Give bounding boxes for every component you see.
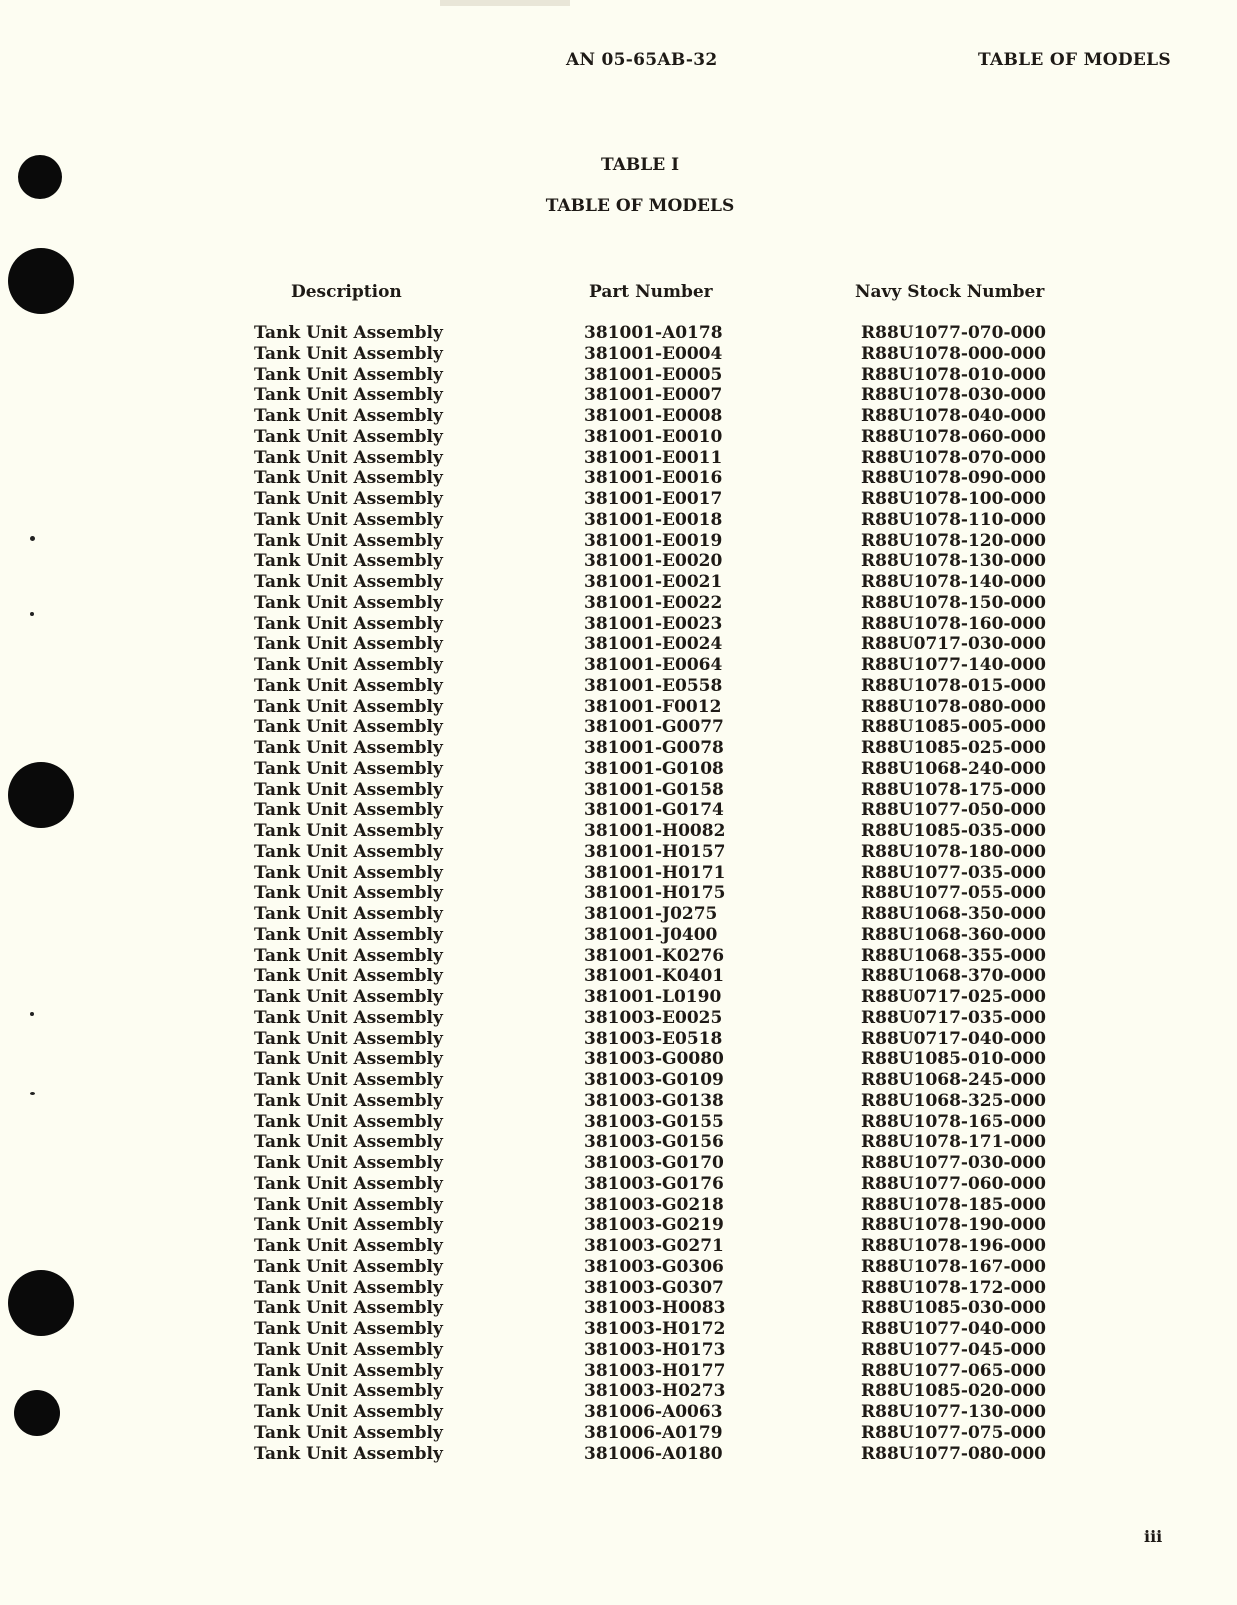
table-row xyxy=(0,510,1237,531)
table-row xyxy=(0,759,1237,780)
description-cell: Tank Unit Assembly xyxy=(254,800,443,821)
description-cell: Tank Unit Assembly xyxy=(254,841,443,862)
description-cell: Tank Unit Assembly xyxy=(254,1194,443,1215)
description-cell: Tank Unit Assembly xyxy=(254,1422,443,1443)
description-cell: Tank Unit Assembly xyxy=(254,592,443,613)
part-number-cell: 381006-A0179 xyxy=(584,1422,723,1443)
table-row xyxy=(0,1361,1237,1382)
table-row xyxy=(0,427,1237,448)
navy-stock-number-cell: R88U1068-355-000 xyxy=(861,945,1047,966)
punch-hole xyxy=(8,248,74,314)
column-header-navy-stock-number: Navy Stock Number xyxy=(855,282,1045,302)
navy-stock-number-cell: R88U1078-060-000 xyxy=(861,426,1047,447)
navy-stock-number-cell: R88U1077-080-000 xyxy=(861,1443,1047,1464)
description-cell: Tank Unit Assembly xyxy=(254,987,443,1007)
description-cell: Tank Unit Assembly xyxy=(254,1298,443,1319)
part-number-cell: 381001-E0004 xyxy=(584,343,723,364)
part-number-cell: 381001-H0082 xyxy=(584,821,726,841)
part-number-cell: 381003-E0025 xyxy=(584,1007,723,1028)
table-row xyxy=(0,1402,1237,1423)
navy-stock-number-cell: R88U1078-140-000 xyxy=(861,572,1047,592)
navy-stock-number-cell: R88U1085-010-000 xyxy=(861,1049,1047,1070)
table-row xyxy=(0,1174,1237,1195)
table-row xyxy=(0,842,1237,863)
part-number-cell: 381003-G0306 xyxy=(584,1256,724,1277)
table-row xyxy=(0,1257,1237,1278)
description-cell: Tank Unit Assembly xyxy=(254,717,443,738)
navy-stock-number-cell: R88U1077-070-000 xyxy=(861,323,1047,343)
navy-stock-number-cell: R88U1078-180-000 xyxy=(861,841,1047,862)
table-row xyxy=(0,821,1237,842)
part-number-cell: 381001-E0018 xyxy=(584,509,723,530)
part-number-cell: 381001-E0020 xyxy=(584,551,723,572)
navy-stock-number-cell: R88U1068-350-000 xyxy=(861,904,1047,924)
table-row xyxy=(0,800,1237,821)
navy-stock-number-cell: R88U1078-000-000 xyxy=(861,343,1047,364)
navy-stock-number-cell: R88U1077-060-000 xyxy=(861,1173,1047,1194)
description-cell: Tank Unit Assembly xyxy=(254,924,443,945)
part-number-cell: 381001-E0019 xyxy=(584,530,723,551)
part-number-cell: 381001-E0023 xyxy=(584,613,723,634)
navy-stock-number-cell: R88U1085-030-000 xyxy=(861,1298,1047,1319)
description-cell: Tank Unit Assembly xyxy=(254,1402,443,1422)
table-row xyxy=(0,1381,1237,1402)
description-cell: Tank Unit Assembly xyxy=(254,738,443,758)
description-cell: Tank Unit Assembly xyxy=(254,821,443,841)
description-cell: Tank Unit Assembly xyxy=(254,613,443,634)
table-row xyxy=(0,406,1237,427)
table-row xyxy=(0,925,1237,946)
navy-stock-number-cell: R88U1078-175-000 xyxy=(861,779,1047,800)
description-cell: Tank Unit Assembly xyxy=(254,385,443,406)
table-row xyxy=(0,593,1237,614)
table-row xyxy=(0,323,1237,344)
description-cell: Tank Unit Assembly xyxy=(254,1319,443,1339)
part-number-cell: 381001-E0011 xyxy=(584,447,723,468)
table-title: TABLE OF MODELS xyxy=(545,196,735,216)
description-cell: Tank Unit Assembly xyxy=(254,1277,443,1298)
part-number-cell: 381003-G0138 xyxy=(584,1090,724,1111)
description-cell: Tank Unit Assembly xyxy=(254,1153,443,1173)
table-row xyxy=(0,531,1237,552)
part-number-cell: 381001-G0174 xyxy=(584,800,724,821)
table-body xyxy=(0,323,1237,1464)
table-row xyxy=(0,1070,1237,1091)
table-row xyxy=(0,966,1237,987)
description-cell: Tank Unit Assembly xyxy=(254,862,443,883)
description-cell: Tank Unit Assembly xyxy=(254,323,443,343)
part-number-cell: 381001-J0400 xyxy=(584,924,718,945)
table-row xyxy=(0,780,1237,801)
navy-stock-number-cell: R88U1078-190-000 xyxy=(861,1215,1047,1236)
navy-stock-number-cell: R88U1078-015-000 xyxy=(861,675,1047,696)
table-row xyxy=(0,676,1237,697)
part-number-cell: 381003-G0109 xyxy=(584,1070,724,1090)
description-cell: Tank Unit Assembly xyxy=(254,634,443,655)
table-row xyxy=(0,448,1237,469)
description-cell: Tank Unit Assembly xyxy=(254,572,443,592)
description-cell: Tank Unit Assembly xyxy=(254,447,443,468)
table-row xyxy=(0,365,1237,386)
table-row xyxy=(0,1444,1237,1465)
table-row xyxy=(0,1340,1237,1361)
navy-stock-number-cell: R88U1077-055-000 xyxy=(861,883,1047,904)
navy-stock-number-cell: R88U1078-070-000 xyxy=(861,447,1047,468)
part-number-cell: 381001-E0005 xyxy=(584,364,723,385)
table-row xyxy=(0,1153,1237,1174)
part-number-cell: 381003-G0080 xyxy=(584,1049,724,1070)
description-cell: Tank Unit Assembly xyxy=(254,1132,443,1153)
table-row xyxy=(0,655,1237,676)
table-row xyxy=(0,1091,1237,1112)
description-cell: Tank Unit Assembly xyxy=(254,1256,443,1277)
navy-stock-number-cell: R88U1077-075-000 xyxy=(861,1422,1047,1443)
navy-stock-number-cell: R88U1068-370-000 xyxy=(861,966,1047,987)
part-number-cell: 381001-H0175 xyxy=(584,883,726,904)
description-cell: Tank Unit Assembly xyxy=(254,966,443,987)
part-number-cell: 381003-G0176 xyxy=(584,1173,724,1194)
part-number-cell: 381001-K0401 xyxy=(584,966,725,987)
description-cell: Tank Unit Assembly xyxy=(254,758,443,779)
table-row xyxy=(0,468,1237,489)
navy-stock-number-cell: R88U1078-010-000 xyxy=(861,364,1047,385)
navy-stock-number-cell: R88U1077-050-000 xyxy=(861,800,1047,821)
table-row xyxy=(0,572,1237,593)
part-number-cell: 381003-E0518 xyxy=(584,1028,723,1049)
table-row xyxy=(0,634,1237,655)
part-number-cell: 381001-G0078 xyxy=(584,738,724,758)
part-number-cell: 381001-E0016 xyxy=(584,468,723,489)
navy-stock-number-cell: R88U1078-167-000 xyxy=(861,1256,1047,1277)
navy-stock-number-cell: R88U1078-080-000 xyxy=(861,696,1047,717)
part-number-cell: 381001-E0024 xyxy=(584,634,723,655)
part-number-cell: 381003-H0273 xyxy=(584,1381,726,1402)
navy-stock-number-cell: R88U1077-065-000 xyxy=(861,1360,1047,1381)
table-row xyxy=(0,489,1237,510)
navy-stock-number-cell: R88U1078-165-000 xyxy=(861,1111,1047,1132)
part-number-cell: 381003-G0219 xyxy=(584,1215,724,1236)
part-number-cell: 381006-A0063 xyxy=(584,1402,723,1422)
navy-stock-number-cell: R88U1078-130-000 xyxy=(861,551,1047,572)
navy-stock-number-cell: R88U1078-110-000 xyxy=(861,509,1047,530)
part-number-cell: 381001-G0077 xyxy=(584,717,724,738)
table-row xyxy=(0,946,1237,967)
navy-stock-number-cell: R88U1077-045-000 xyxy=(861,1339,1047,1360)
part-number-cell: 381001-E0558 xyxy=(584,675,723,696)
description-cell: Tank Unit Assembly xyxy=(254,406,443,426)
navy-stock-number-cell: R88U1077-040-000 xyxy=(861,1319,1047,1339)
description-cell: Tank Unit Assembly xyxy=(254,426,443,447)
navy-stock-number-cell: R88U0717-035-000 xyxy=(861,1007,1047,1028)
scan-artifact xyxy=(440,0,570,6)
part-number-cell: 381001-H0171 xyxy=(584,862,726,883)
table-row xyxy=(0,697,1237,718)
column-header-part-number: Part Number xyxy=(589,282,713,302)
table-row xyxy=(0,717,1237,738)
description-cell: Tank Unit Assembly xyxy=(254,468,443,489)
navy-stock-number-cell: R88U1085-020-000 xyxy=(861,1381,1047,1402)
table-row xyxy=(0,1278,1237,1299)
table-row xyxy=(0,1298,1237,1319)
description-cell: Tank Unit Assembly xyxy=(254,883,443,904)
description-cell: Tank Unit Assembly xyxy=(254,1111,443,1132)
table-row xyxy=(0,1049,1237,1070)
part-number-cell: 381003-G0155 xyxy=(584,1111,724,1132)
navy-stock-number-cell: R88U1077-030-000 xyxy=(861,1153,1047,1173)
part-number-cell: 381001-J0275 xyxy=(584,904,718,924)
description-cell: Tank Unit Assembly xyxy=(254,1070,443,1090)
navy-stock-number-cell: R88U1077-130-000 xyxy=(861,1402,1047,1422)
navy-stock-number-cell: R88U1077-140-000 xyxy=(861,655,1047,675)
description-cell: Tank Unit Assembly xyxy=(254,364,443,385)
part-number-cell: 381003-H0172 xyxy=(584,1319,726,1339)
section-title: TABLE OF MODELS xyxy=(978,50,1171,70)
navy-stock-number-cell: R88U1068-240-000 xyxy=(861,758,1047,779)
description-cell: Tank Unit Assembly xyxy=(254,1381,443,1402)
table-row xyxy=(0,551,1237,572)
table-row xyxy=(0,1029,1237,1050)
navy-stock-number-cell: R88U0717-040-000 xyxy=(861,1028,1047,1049)
navy-stock-number-cell: R88U1078-150-000 xyxy=(861,592,1047,613)
description-cell: Tank Unit Assembly xyxy=(254,696,443,717)
table-row xyxy=(0,904,1237,925)
part-number-cell: 381001-K0276 xyxy=(584,945,725,966)
table-row xyxy=(0,738,1237,759)
navy-stock-number-cell: R88U1085-035-000 xyxy=(861,821,1047,841)
description-cell: Tank Unit Assembly xyxy=(254,551,443,572)
navy-stock-number-cell: R88U1068-325-000 xyxy=(861,1090,1047,1111)
table-number: TABLE I xyxy=(600,155,680,175)
part-number-cell: 381003-G0271 xyxy=(584,1236,724,1256)
table-row xyxy=(0,614,1237,635)
description-cell: Tank Unit Assembly xyxy=(254,1339,443,1360)
description-cell: Tank Unit Assembly xyxy=(254,343,443,364)
part-number-cell: 381001-F0012 xyxy=(584,696,722,717)
part-number-cell: 381001-E0017 xyxy=(584,489,723,509)
table-row xyxy=(0,1132,1237,1153)
description-cell: Tank Unit Assembly xyxy=(254,530,443,551)
table-row xyxy=(0,1423,1237,1444)
description-cell: Tank Unit Assembly xyxy=(254,1090,443,1111)
navy-stock-number-cell: R88U1078-160-000 xyxy=(861,613,1047,634)
navy-stock-number-cell: R88U1078-172-000 xyxy=(861,1277,1047,1298)
navy-stock-number-cell: R88U1078-171-000 xyxy=(861,1132,1047,1153)
part-number-cell: 381006-A0180 xyxy=(584,1443,723,1464)
navy-stock-number-cell: R88U1078-090-000 xyxy=(861,468,1047,489)
part-number-cell: 381003-H0177 xyxy=(584,1360,726,1381)
navy-stock-number-cell: R88U1078-040-000 xyxy=(861,406,1047,426)
table-row xyxy=(0,344,1237,365)
description-cell: Tank Unit Assembly xyxy=(254,1173,443,1194)
part-number-cell: 381001-E0007 xyxy=(584,385,723,406)
description-cell: Tank Unit Assembly xyxy=(254,1360,443,1381)
navy-stock-number-cell: R88U1068-360-000 xyxy=(861,924,1047,945)
column-header-description: Description xyxy=(291,282,402,302)
table-row xyxy=(0,987,1237,1008)
navy-stock-number-cell: R88U1085-005-000 xyxy=(861,717,1047,738)
navy-stock-number-cell: R88U0717-025-000 xyxy=(861,987,1047,1007)
description-cell: Tank Unit Assembly xyxy=(254,1236,443,1256)
document-number: AN 05-65AB-32 xyxy=(566,50,718,70)
part-number-cell: 381001-G0108 xyxy=(584,758,724,779)
navy-stock-number-cell: R88U1078-100-000 xyxy=(861,489,1047,509)
table-row xyxy=(0,1112,1237,1133)
description-cell: Tank Unit Assembly xyxy=(254,1049,443,1070)
navy-stock-number-cell: R88U0717-030-000 xyxy=(861,634,1047,655)
part-number-cell: 381001-E0010 xyxy=(584,426,723,447)
navy-stock-number-cell: R88U1085-025-000 xyxy=(861,738,1047,758)
description-cell: Tank Unit Assembly xyxy=(254,904,443,924)
description-cell: Tank Unit Assembly xyxy=(254,1215,443,1236)
description-cell: Tank Unit Assembly xyxy=(254,1443,443,1464)
table-row xyxy=(0,1215,1237,1236)
part-number-cell: 381003-G0156 xyxy=(584,1132,724,1153)
description-cell: Tank Unit Assembly xyxy=(254,779,443,800)
part-number-cell: 381001-G0158 xyxy=(584,779,724,800)
description-cell: Tank Unit Assembly xyxy=(254,1028,443,1049)
part-number-cell: 381003-H0173 xyxy=(584,1339,726,1360)
description-cell: Tank Unit Assembly xyxy=(254,509,443,530)
part-number-cell: 381001-E0008 xyxy=(584,406,723,426)
description-cell: Tank Unit Assembly xyxy=(254,945,443,966)
description-cell: Tank Unit Assembly xyxy=(254,655,443,675)
description-cell: Tank Unit Assembly xyxy=(254,489,443,509)
table-row xyxy=(0,385,1237,406)
part-number-cell: 381003-G0170 xyxy=(584,1153,724,1173)
part-number-cell: 381001-L0190 xyxy=(584,987,722,1007)
table-row xyxy=(0,883,1237,904)
navy-stock-number-cell: R88U1078-030-000 xyxy=(861,385,1047,406)
table-row xyxy=(0,1236,1237,1257)
table-row xyxy=(0,1319,1237,1340)
description-cell: Tank Unit Assembly xyxy=(254,1007,443,1028)
part-number-cell: 381001-E0021 xyxy=(584,572,723,592)
part-number-cell: 381003-G0307 xyxy=(584,1277,724,1298)
part-number-cell: 381001-H0157 xyxy=(584,841,726,862)
navy-stock-number-cell: R88U1078-185-000 xyxy=(861,1194,1047,1215)
part-number-cell: 381001-E0064 xyxy=(584,655,723,675)
table-row xyxy=(0,863,1237,884)
navy-stock-number-cell: R88U1078-120-000 xyxy=(861,530,1047,551)
table-row xyxy=(0,1195,1237,1216)
part-number-cell: 381001-A0178 xyxy=(584,323,723,343)
table-row xyxy=(0,1008,1237,1029)
part-number-cell: 381001-E0022 xyxy=(584,592,723,613)
description-cell: Tank Unit Assembly xyxy=(254,675,443,696)
page-number: iii xyxy=(1144,1527,1163,1546)
navy-stock-number-cell: R88U1078-196-000 xyxy=(861,1236,1047,1256)
part-number-cell: 381003-G0218 xyxy=(584,1194,724,1215)
part-number-cell: 381003-H0083 xyxy=(584,1298,726,1319)
navy-stock-number-cell: R88U1077-035-000 xyxy=(861,862,1047,883)
navy-stock-number-cell: R88U1068-245-000 xyxy=(861,1070,1047,1090)
